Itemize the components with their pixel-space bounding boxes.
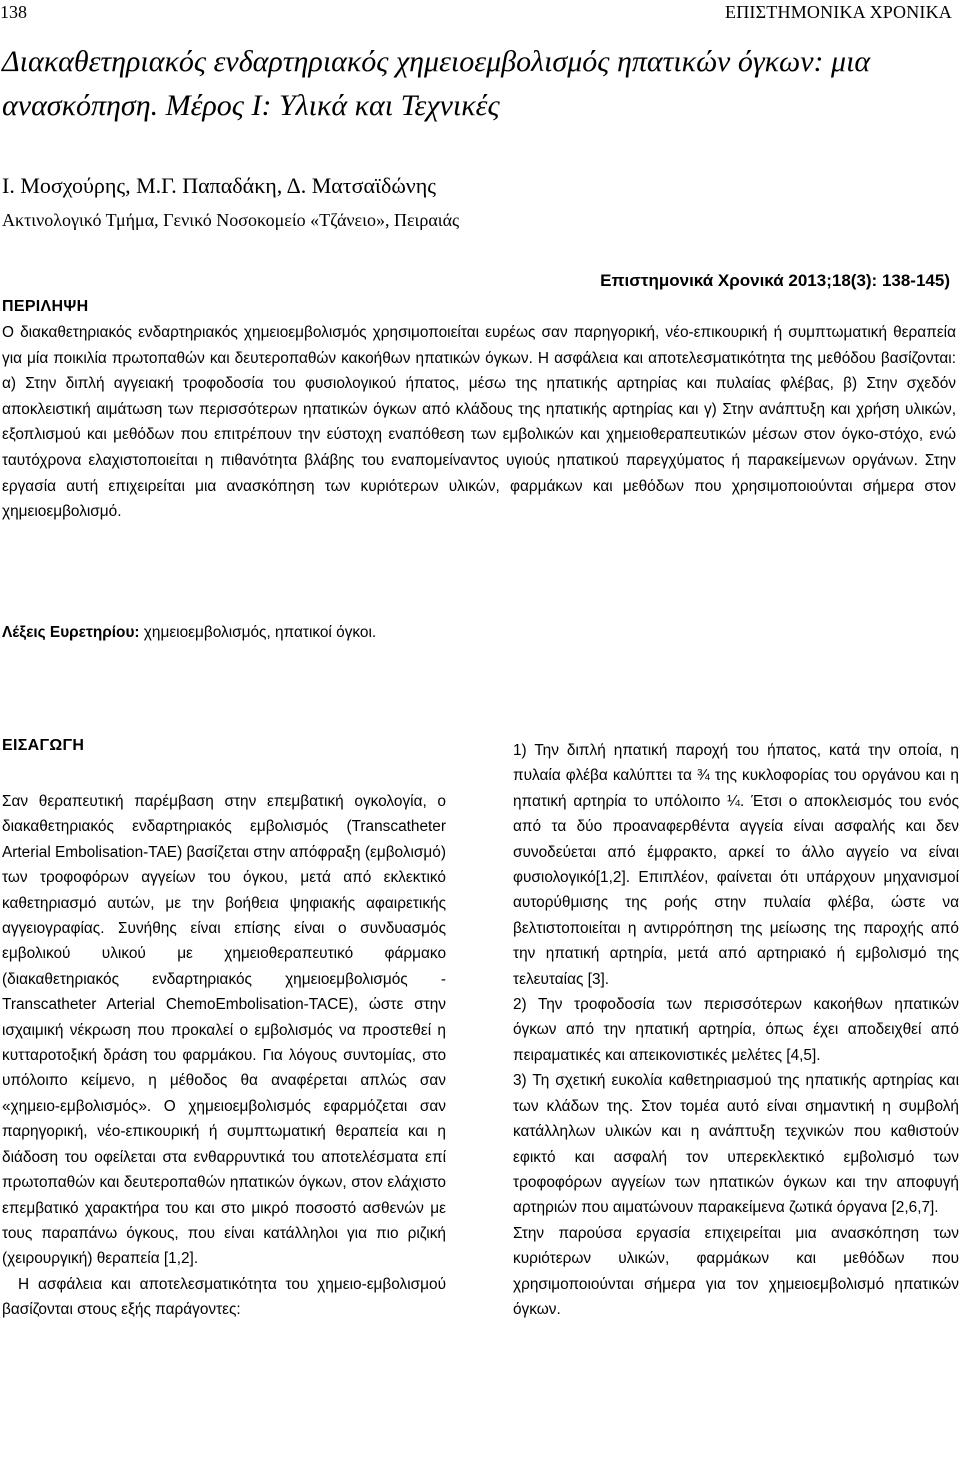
page-number: 138 — [0, 2, 27, 22]
journal-name: ΕΠΙΣΤΗΜΟΝΙΚΑ ΧΡΟΝΙΚΑ — [725, 2, 952, 22]
introduction-left-column — [2, 789, 446, 1323]
abstract-heading: ΠΕΡΙΛΗΨΗ — [2, 298, 89, 315]
introduction-heading: ΕΙΣΑΓΩΓΗ — [2, 737, 85, 754]
intro-paragraph: Η ασφάλεια και αποτελεσματικότητα του χημειο-εμβολισμού βασίζονται στους εξής παράγοντες: — [2, 1275, 446, 1319]
article-authors: Ι. Μοσχούρης, Μ.Γ. Παπαδάκη, Δ. Ματσαϊδώνης — [2, 173, 436, 198]
article-citation: Επιστημονικά Χρονικά 2013;18(3): 138-145) — [600, 271, 950, 290]
keywords — [2, 624, 376, 642]
factor-item-1: 1) Την διπλή ηπατική παροχή του ήπατος, κατά την οποία, η πυλαία φλέβα καλύπτει τα ¾ της κυκλοφορίας του οργάνου και η ηπατική αρτηρία το υπόλοιπο ¼. Έτσι ο αποκλεισμός του ενός από τα δύο προαναφερθέντα αγγεία είναι ασφαλής και δεν συνοδεύεται από έμφρακτο, αρκεί το άλλο αγγείο να είναι φυσιολογικό[1,2]. Επιπλέον, φαίνεται ότι υπάρχουν μηχανισμοί αυτορύθμισης της ροής στην πυλαία φλέβα, ώστε να βελτιστοποιείται η αντιρρόπηση της μείωσης της παροχής από την ηπατική αρτηρία, μετά από αρτηριακό ή εμβολισμό της τελευταίας [3]. — [513, 742, 959, 988]
keywords-label: Λέξεις Ευρετηρίου: — [2, 624, 140, 641]
article-affiliation: Ακτινολογικό Τμήμα, Γενικό Νοσοκομείο «Τζάνειο», Πειραιάς — [2, 210, 460, 230]
intro-paragraph: Σαν θεραπευτική παρέμβαση στην επεμβατική ογκολογία, ο διακαθετηριακός ενδαρτηριακός εμβολισμός (Transcatheter Arterial Embolisation-TAE) βασίζεται στην απόφραξη (εμβολισμό) των τροφοφόρων αγγείων του όγκου, μετά από εκλεκτικό καθετηριασμό αυτών, με την βοήθεια ψηφιακής αφαιρετικής αγγειογραφίας. Συνήθης είναι επίσης είναι ο συνδυασμός εμβολικού υλικού με χημειοθεραπευτικό φάρμακο (διακαθετηριακός ενδαρτηριακός χημειοεμβολισμός -Transcatheter Arterial ChemoEmbolisation-TACE), ώστε στην ισχαιμική νέκρωση που προκαλεί ο εμβολισμός να προστεθεί η κυτταροτοξική δράση του φαρμάκου. Για λόγους συντομίας, στο υπόλοιπο κείμενο, η μέθοδος θα αναφέρεται απλώς σαν «χημειο-εμβολισμός». Ο χημειοεμβολισμός εφαρμόζεται σαν παρηγορική, νέο-επικουρική ή συμπτωματική θεραπεία και η διάδοση του οφείλεται στα ενθαρρυντικά του αποτελέσματα επί πρωτοπαθών και δευτεροπαθών ηπατικών όγκων, στον ελάχιστο επεμβατικό χαρακτήρα του και στο μικρό ποσοστό ασθενών με τους παραπάνω όγκους, που είναι κατάλληλοι για πιο ριζική (χειρουργική) θεραπεία [1,2]. — [2, 793, 446, 1268]
keywords-value: χημειοεμβολισμός, ηπατικοί όγκοι. — [139, 624, 377, 641]
abstract-text: Ο διακαθετηριακός ενδαρτηριακός χημειοεμβολισμός χρησιμοποιείται ευρέως σαν παρηγορική, νέο-επικουρική ή συμπτωματική θεραπεία για μία ποικιλία πρωτοπαθών και δευτεροπαθών κακοήθων ηπατικών όγκων. Η ασφάλεια και αποτελεσματικότητα της μεθόδου βασίζονται: α) Στην διπλή αγγειακή τροφοδοσία του φυσιολογικού ήπατος, μέσω της ηπατικής αρτηρίας και πυλαίας φλέβας, β) Στην σχεδόν αποκλειστική αιμάτωση των περισσότερων ηπατικών όγκων από κλάδους της ηπατικής αρτηρίας και γ) Στην ανάπτυξη και χρήση υλικών, εξοπλισμού και μεθόδων που επιτρέπουν την εύστοχη εναπόθεση των εμβολικών και χημειοθεραπευτικών μέσων στον όγκο-στόχο, ενώ ταυτόχρονα ελαχιστοποιείται η πιθανότητα βλάβης του εναπομείναντος υγιούς ηπατικού παρεγχύματος ή παρακείμενων οργάνων. Στην εργασία αυτή επιχειρείται μια ανασκόπηση των κυριότερων υλικών, φαρμάκων και μεθόδων που χρησιμοποιούνται σήμερα στον χημειοεμβολισμό. — [2, 324, 956, 521]
factor-item-2: 2) Την τροφοδοσία των περισσότερων κακοήθων ηπατικών όγκων από την ηπατική αρτηρία, όπως έχει αποδειχθεί από πειραματικές και απεικονιστικές μελέτες [4,5]. — [513, 996, 959, 1064]
article-title: Διακαθετηριακός ενδαρτηριακός χημειοεμβολισμός ηπατικών όγκων: μια ανασκόπηση. Μέρος Ι: Υλικά και Τεχνικές — [2, 45, 871, 122]
factor-item-3: 3) Τη σχετική ευκολία καθετηριασμού της ηπατικής αρτηρίας και των κλάδων της. Στον τομέα αυτό είναι σημαντική η συμβολή κατάλληλων υλικών και η ανάπτυξη τεχνικών που καθιστούν εφικτό και ασφαλή τον υπερεκλεκτικό εμβολισμό των τροφοφόρων αγγείων των ηπατικών όγκων και την αποφυγή αρτηριών που αιματώνουν παρακείμενα ζωτικά όργανα [2,6,7]. — [513, 1072, 959, 1217]
intro-purpose-paragraph: Στην παρούσα εργασία επιχειρείται μια ανασκόπηση των κυριότερων υλικών, φαρμάκων και μεθόδων που χρησιμοποιούνται σήμερα για τον χημειοεμβολισμό ηπατικών όγκων. — [513, 1224, 959, 1318]
introduction-right-column — [513, 738, 959, 1322]
